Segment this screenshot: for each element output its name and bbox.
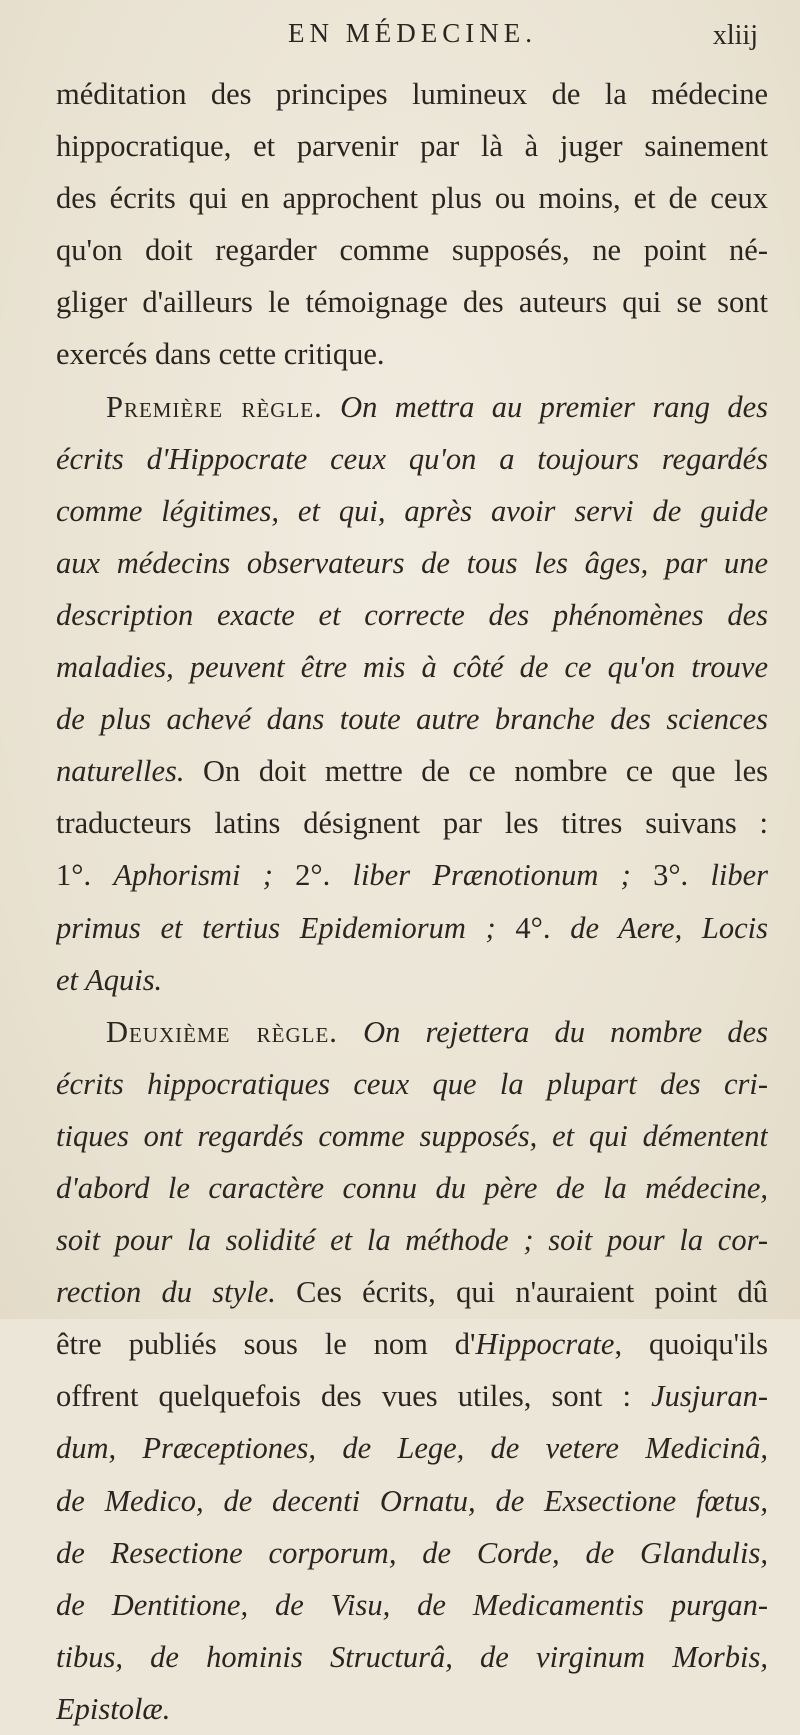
text-line: et Aquis. [56, 962, 163, 997]
text-fragment: rection du style. [56, 1275, 276, 1310]
text-line: comme légitimes, et qui, après avoir servi de guide [56, 493, 768, 528]
text-line: méditation des principes lumineux de la médecine [56, 77, 768, 111]
text-line: aux médecins observateurs de tous les âges, par une [56, 545, 768, 580]
text-line: écrits d'Hippocrate ceux qu'on a toujours regardés [56, 441, 768, 476]
text-line: de plus achevé dans toute autre branche des sciences [56, 702, 768, 737]
text-line: dum, Præceptiones, de Lege, de vetere Medicinâ, [56, 1431, 768, 1466]
rule-2-text: On rejettera du nombre des [363, 1014, 768, 1049]
text-line: exercés dans cette critique. [56, 337, 385, 372]
text-line: hippocratique, et parvenir par là à juger sainement [56, 129, 768, 164]
text-line: gliger d'ailleurs le témoignage des auteurs qui se sont [56, 285, 768, 320]
text-line [56, 902, 768, 954]
text-line: soit pour la solidité et la méthode ; soit pour la cor- [56, 1223, 768, 1258]
text-fragment: Ces écrits, qui n'auraient point dû [296, 1275, 768, 1310]
text-line: de Dentitione, de Visu, de Medicamentis purgan- [56, 1587, 768, 1622]
rule-1-label: Première règle. [106, 389, 323, 424]
rule-1-text: On mettra au premier rang des [340, 389, 768, 424]
text-fragment: On doit mettre de ce nombre ce que les [203, 754, 768, 789]
text-line: des écrits qui en approchent plus ou moins, et de ceux [56, 181, 768, 216]
work-title: Aphorismi ; [113, 858, 273, 893]
work-title: liber [352, 858, 411, 893]
list-number: 3°. [653, 858, 689, 893]
text-line: traducteurs latins désignent par les titres suivans : [56, 806, 768, 841]
work-title: Jusjuran- [651, 1379, 768, 1414]
text-line: description exacte et correcte des phénomènes des [56, 597, 768, 632]
text-line [56, 849, 768, 901]
text-line [56, 1266, 768, 1318]
author-name: Hippocrate [475, 1327, 615, 1362]
text-line: maladies, peuvent être mis à côté de ce qu'on trouve [56, 650, 768, 685]
work-title: primus et tertius Epidemiorum ; [56, 910, 496, 945]
text-line [56, 1370, 768, 1422]
text-line: tibus, de hominis Structurâ, de virginum Morbis, [56, 1639, 768, 1674]
list-number: 4°. [515, 910, 551, 945]
text-fragment: offrent quelquefois des vues utiles, sont : [56, 1379, 631, 1414]
rule-heading-line [56, 381, 768, 433]
running-title: EN MÉDECINE. [288, 18, 537, 48]
text-fragment: , quoiqu'ils [614, 1327, 768, 1362]
text-line: de Resectione corporum, de Corde, de Glandulis, [56, 1535, 768, 1570]
rule-2-label: Deuxième règle. [106, 1014, 338, 1049]
running-head [0, 8, 800, 62]
work-title: Prænotionum ; [432, 858, 631, 893]
text-line [56, 745, 768, 797]
text-line: de Medico, de decenti Ornatu, de Exsectione fœtus, [56, 1483, 768, 1518]
text-line: écrits hippocratiques ceux que la plupart des cri- [56, 1066, 768, 1101]
text-fragment: naturelles. [56, 754, 185, 789]
page-number: xliij [712, 20, 758, 51]
text-line: tiques ont regardés comme supposés, et qui démentent [56, 1118, 768, 1153]
text-line [56, 1318, 768, 1370]
text-line: Epistolæ. [56, 1691, 171, 1726]
rule-heading-line [56, 1006, 768, 1058]
body-text [56, 68, 768, 1735]
list-number: 2°. [295, 858, 331, 893]
text-fragment: être publiés sous le nom d' [56, 1327, 476, 1362]
text-line: d'abord le caractère connu du père de la médecine, [56, 1170, 768, 1205]
list-number: 1°. [56, 858, 92, 893]
text-line: qu'on doit regarder comme supposés, ne point né- [56, 233, 768, 268]
work-title: de Aere, Locis [570, 910, 768, 945]
work-title: liber [710, 858, 768, 893]
